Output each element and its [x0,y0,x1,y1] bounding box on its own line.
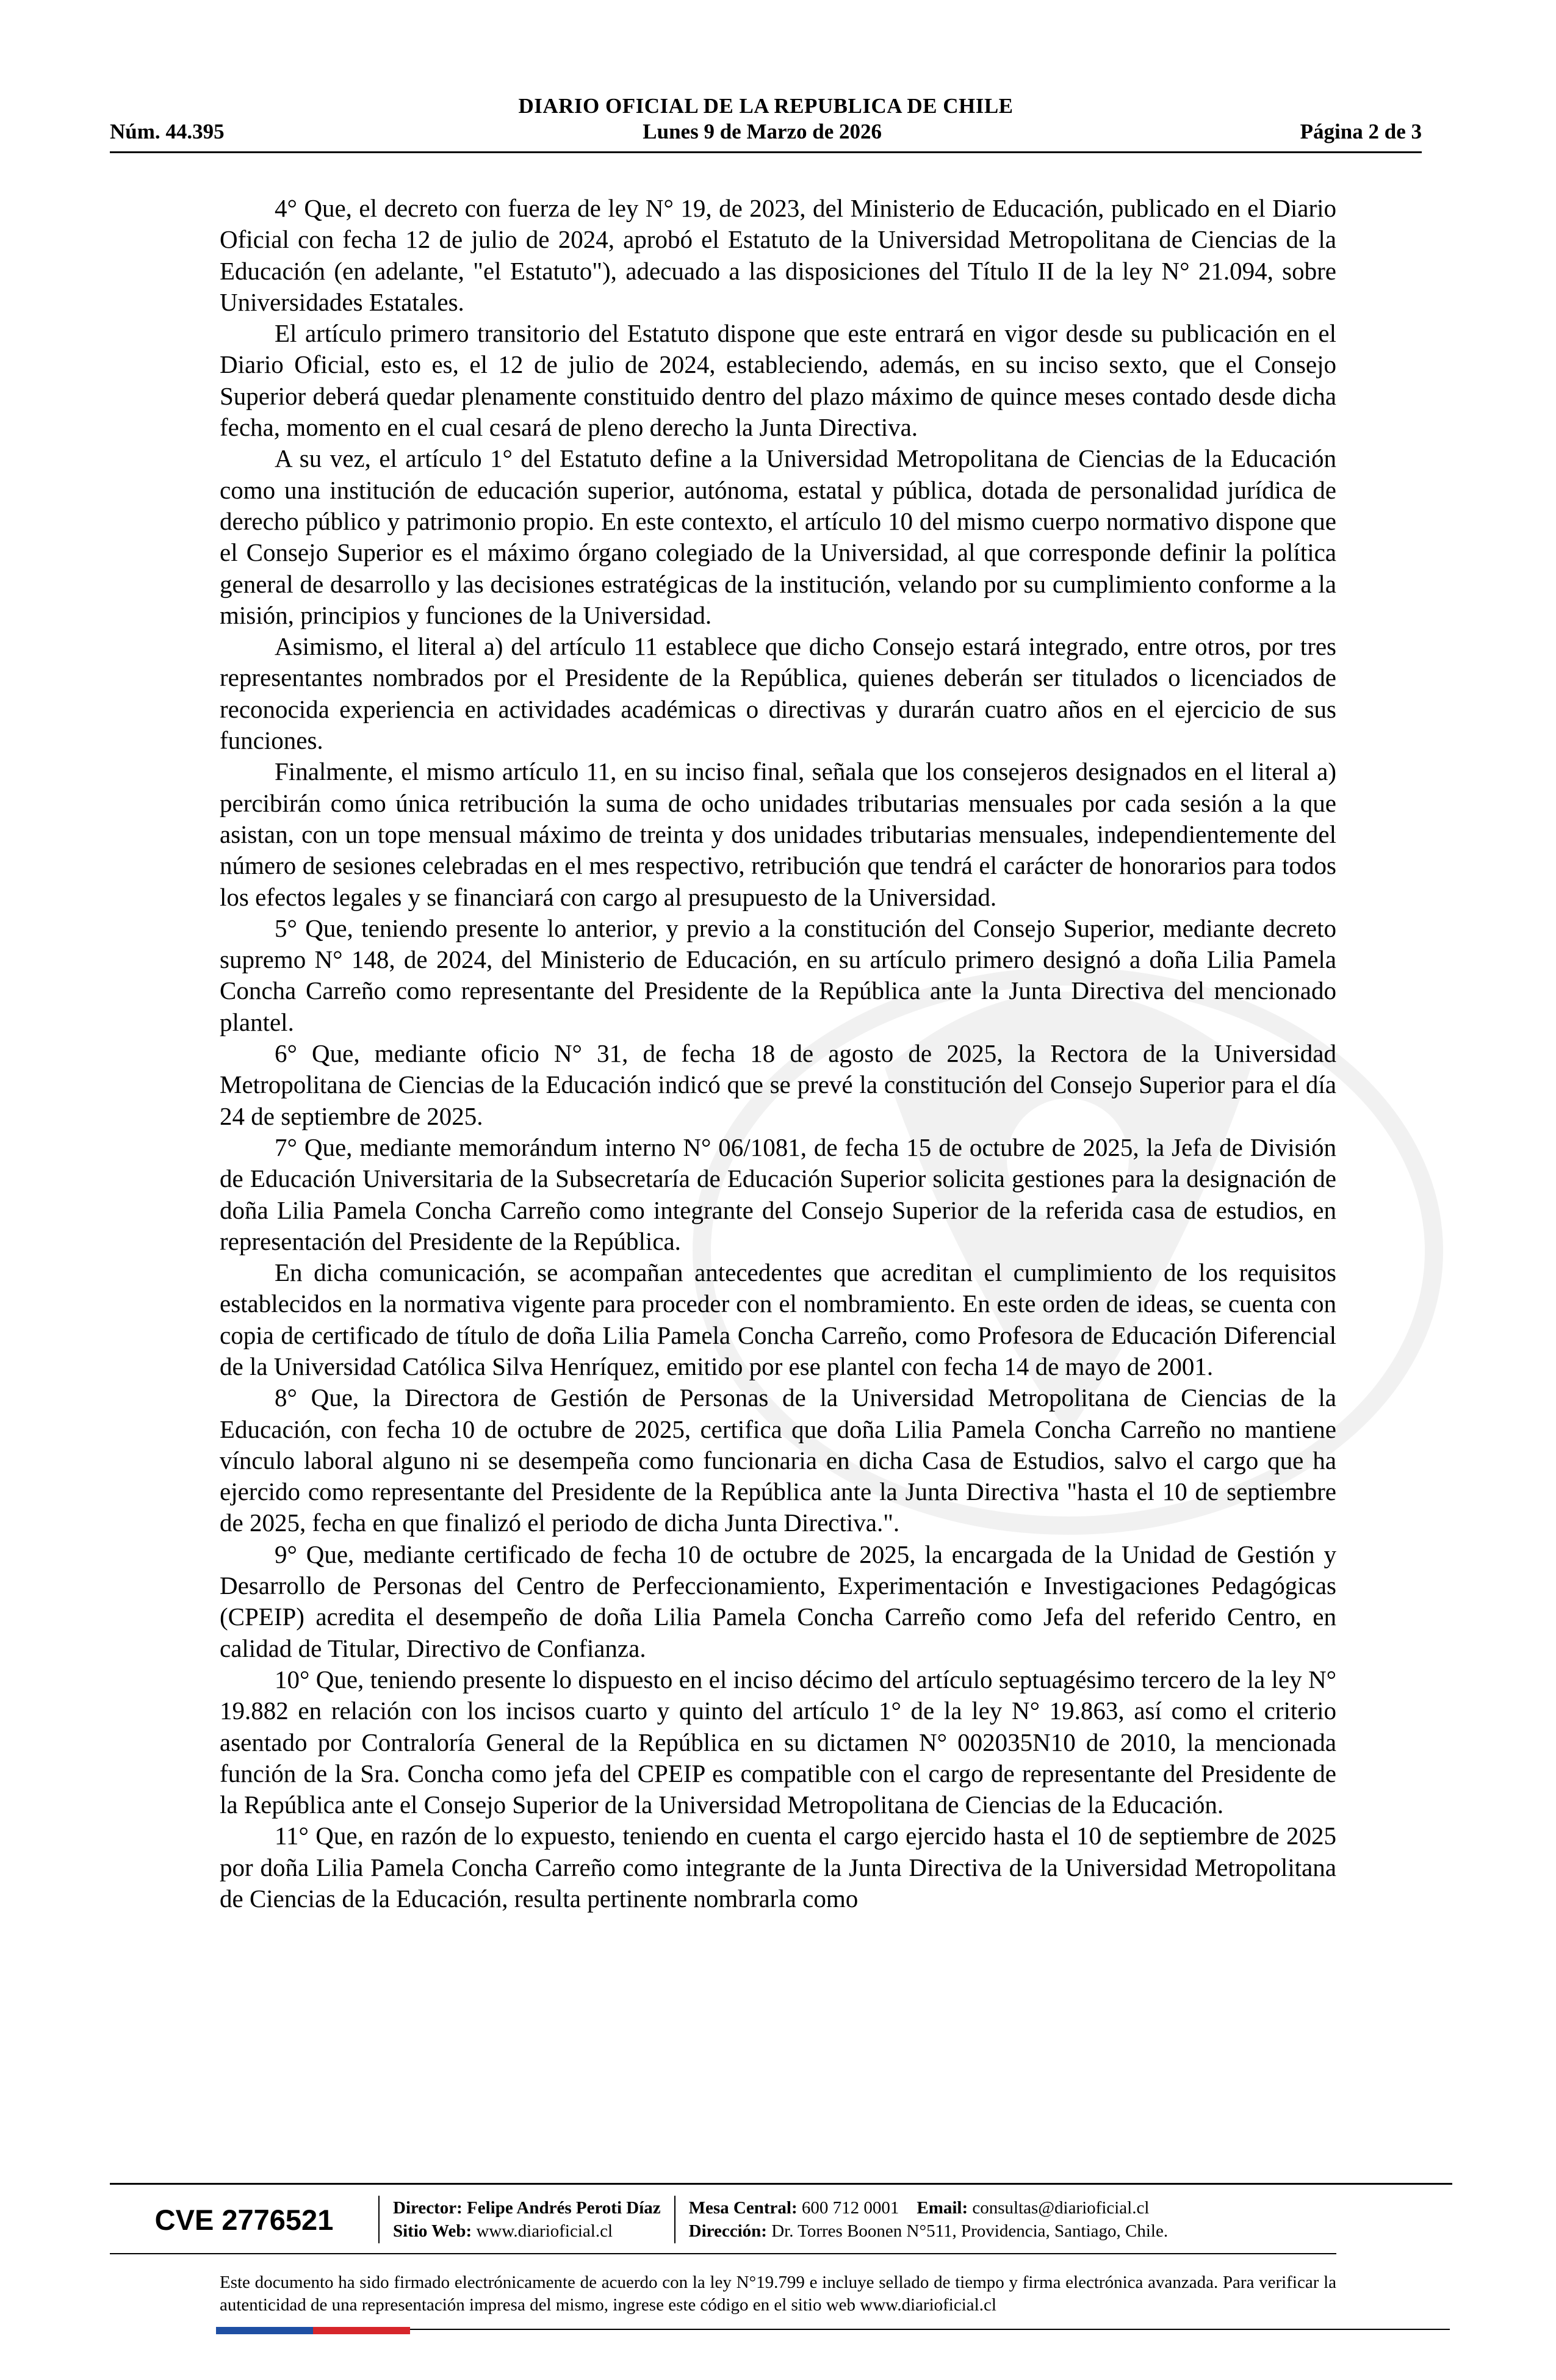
paragraph: 10° Que, teniendo presente lo dispuesto en el inciso décimo del artículo septuagésimo tercero de la ley N° 19.882 en relación con los incisos cuarto y quinto del artículo 1° de la ley N° 19.863, así como el criterio asentado por Contraloría General de la República en su dictamen N° 002035N10 de 2010, la mencionada función de la Sra. Concha como jefa del CPEIP es compatible con el cargo de representante del Presidente de la República ante el Consejo Superior de la Universidad Metropolitana de Ciencias de la Educación. [220,1665,1336,1819]
website-link[interactable]: www.diarioficial.cl [476,2221,613,2241]
document-body [220,193,1336,1914]
email-link[interactable]: consultas@diarioficial.cl [972,2198,1150,2218]
director-name: Felipe Andrés Peroti Díaz [467,2198,661,2218]
header-divider [110,151,1422,153]
paragraph: El artículo primero transitorio del Estatuto dispone que este entrará en vigor desde su publicación en el Diario Oficial, esto es, el 12 de julio de 2024, estableciendo, además, en su inciso sexto, que el Consejo Superior deberá quedar plenamente constituido dentro del plazo máximo de quince meses contado desde dicha fecha, momento en el cual cesará de pleno derecho la Junta Directiva. [220,319,1336,442]
director-label: Director: [393,2198,463,2218]
paragraph: 7° Que, mediante memorándum interno N° 06/1081, de fecha 15 de octubre de 2025, la Jefa de División de Educación Universitaria de la Subsecretaría de Educación Superior solicita gestiones para la designación de doña Lilia Pamela Concha Carreño como integrante del Consejo Superior de la referida casa de estudios, en representación del Presidente de la República. [220,1133,1336,1255]
page-header [110,94,1422,153]
footer-inner-divider [110,2253,1336,2254]
paragraph: 5° Que, teniendo presente lo anterior, y previo a la constitución del Consejo Superior, mediante decreto supremo N° 148, de 2024, del Ministerio de Educación, en su artículo primero designó a doña Lilia Pamela Concha Carreño como representante del Presidente de la República ante la Junta Directiva del mencionado plantel. [220,914,1336,1036]
flag-stripe [216,2327,410,2334]
paragraph: Finalmente, el mismo artículo 11, en su inciso final, señala que los consejeros designados en el literal a) percibirán como única retribución la suma de ocho unidades tributarias mensuales por cada sesión a la que asistan, con un tope mensual máximo de treinta y dos unidades tributarias mensuales, independientemente del número de sesiones celebradas en el mes respectivo, retribución que tendrá el carácter de honorarios para todos los efectos legales y se financiará con cargo al presupuesto de la Universidad. [220,757,1336,911]
phone-number: 600 712 0001 [801,2198,899,2218]
paragraph: 6° Que, mediante oficio N° 31, de fecha 18 de agosto de 2025, la Rectora de la Universidad Metropolitana de Ciencias de la Educación indicó que se prevé la constitución del Consejo Superior para el día 24 de septiembre de 2025. [220,1039,1336,1130]
paragraph: Asimismo, el literal a) del artículo 11 establece que dicho Consejo estará integrado, entre otros, por tres representantes nombrados por el Presidente de la República, quienes deberán ser titulados o licenciados de reconocida experiencia en actividades académicas o directivas y durarán cuatro años en el ejercicio de sus funciones. [220,632,1336,755]
issue-number: Núm. 44.395 [110,120,225,143]
page-number: Página 2 de 3 [1300,120,1422,143]
paragraph: En dicha comunicación, se acompañan antecedentes que acreditan el cumplimiento de los requisitos establecidos en la normativa vigente para proceder con el nombramiento. En este orden de ideas, se cuenta con copia de certificado de título de doña Lilia Pamela Concha Carreño, como Profesora de Educación Diferencial de la Universidad Católica Silva Henríquez, emitido por ese plantel con fecha 14 de mayo de 2001. [220,1258,1336,1380]
paragraph: 8° Que, la Directora de Gestión de Personas de la Universidad Metropolitana de Ciencias de la Educación, con fecha 10 de octubre de 2025, certifica que doña Lilia Pamela Concha Carreño no mantiene vínculo laboral alguno ni se desempeña como funcionaria en dicha Casa de Estudios, salvo el cargo que ha ejercido como representante del Presidente de la República ante la Junta Directiva "hasta el 10 de septiembre de 2025, fecha en que finalizó el periodo de dicha Junta Directiva.". [220,1383,1336,1537]
footer-divider [110,2183,1452,2185]
issue-date: Lunes 9 de Marzo de 2026 [643,120,882,143]
web-label: Sitio Web: [393,2221,472,2241]
address-text: Dr. Torres Boonen N°511, Providencia, Santiago, Chile. [771,2221,1169,2241]
paragraph: A su vez, el artículo 1° del Estatuto define a la Universidad Metropolitana de Ciencias de la Educación como una institución de educación superior, autónoma, estatal y pública, dotada de personalidad jurídica de derecho público y patrimonio propio. En este contexto, el artículo 10 del mismo cuerpo normativo dispone que el Consejo Superior es el máximo órgano colegiado de la Universidad, al que corresponde definir la política general de desarrollo y las decisiones estratégicas de la institución, velando por su cumplimiento conforme a la misión, principios y funciones de la Universidad. [220,444,1336,629]
paragraph: 9° Que, mediante certificado de fecha 10 de octubre de 2025, la encargada de la Unidad de Gestión y Desarrollo de Personas del Centro de Perfeccionamiento, Experimentación e Investigaciones Pedagógicas (CPEIP) acredita el desempeño de doña Lilia Pamela Concha Carreño como Jefa del referido Centro, en calidad de Titular, Directivo de Confianza. [220,1540,1336,1662]
footer-contact-block [675,2196,1181,2243]
mesa-label: Mesa Central: [688,2198,798,2218]
flag-red-segment [313,2327,410,2334]
gazette-title: DIARIO OFICIAL DE LA REPUBLICA DE CHILE [518,94,1014,118]
paragraph: 11° Que, en razón de lo expuesto, teniendo en cuenta el cargo ejercido hasta el 10 de septiembre de 2025 por doña Lilia Pamela Concha Carreño como integrante de la Junta Directiva de la Universidad Metropolitana de Ciencias de la Educación, resulta pertinente nombrarla como [220,1822,1336,1913]
flag-blue-segment [216,2327,313,2334]
page-footer [110,2183,1452,2317]
address-label: Dirección: [688,2221,767,2241]
legal-notice: Este documento ha sido firmado electrónicamente de acuerdo con la ley N°19.799 e incluye sellado de tiempo y firma electrónica avanzada. Para verificar la autenticidad de una representación impresa del mismo, ingrese este código en el sitio web www.diarioficial.cl [220,2273,1336,2315]
email-label: Email: [917,2198,968,2218]
cve-code: CVE 2776521 [154,2203,334,2236]
footer-director-block [380,2196,674,2243]
paragraph: 4° Que, el decreto con fuerza de ley N° 19, de 2023, del Ministerio de Educación, publicado en el Diario Oficial con fecha 12 de julio de 2024, aprobó el Estatuto de la Universidad Metropolitana de Ciencias de la Educación (en adelante, "el Estatuto"), adecuado a las disposiciones del Título II de la ley N° 21.094, sobre Universidades Estatales. [220,194,1336,316]
